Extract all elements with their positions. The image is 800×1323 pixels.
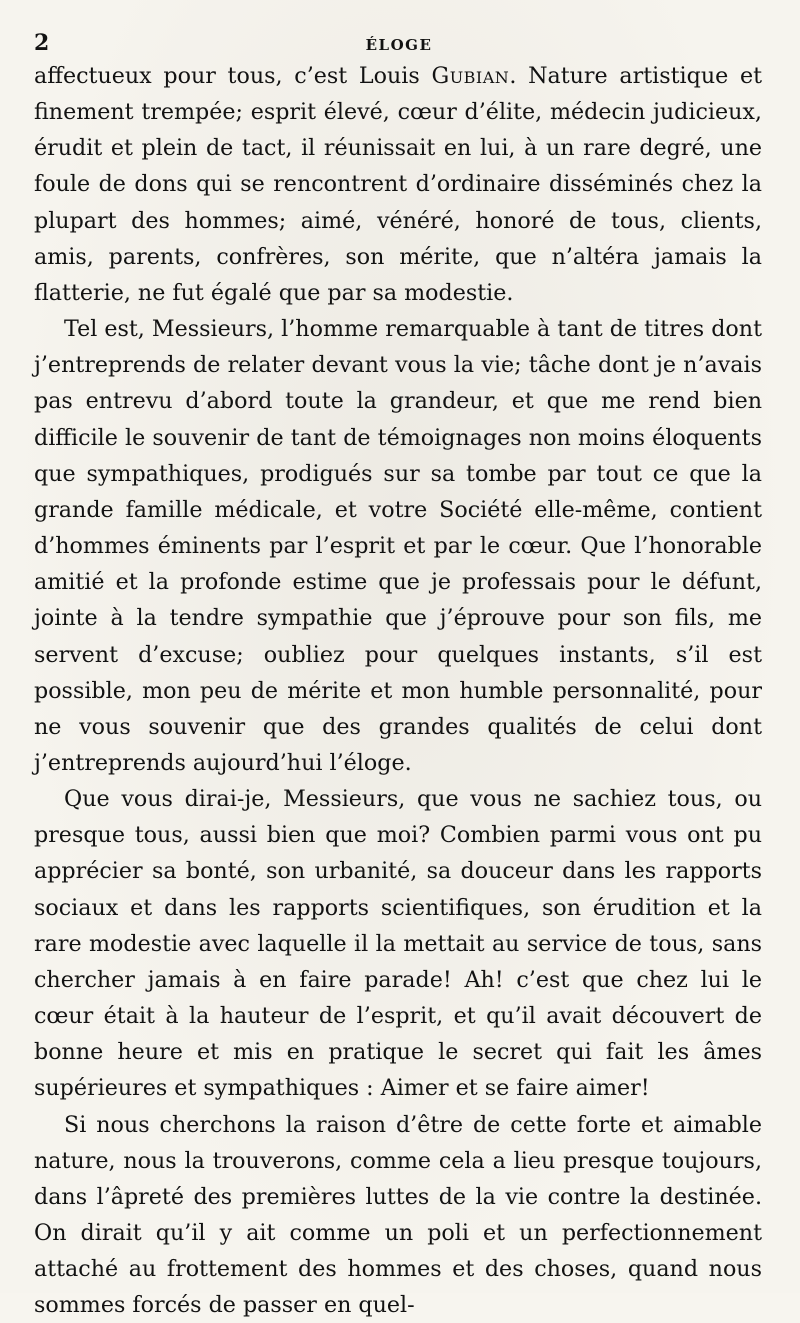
paragraph-1-text-after: . Nature artistique et finement trempée; esprit élevé, cœur d’élite, médecin judicieux, érudit et plein de tact, il réunissait en lui, à un rare degré, une foule de dons qui se rencontrent d’ordinaire disséminés chez la plupart des hommes; aimé, vénéré, honoré de tous, clients, amis, parents, confrères, son mérite, que n’altéra jamais la flatterie, ne fut égalé que par sa modestie.	[34, 63, 762, 306]
paragraph-1	[34, 58, 762, 311]
running-title: ÉLOGE	[365, 36, 433, 54]
page-number: 2	[34, 30, 50, 56]
paragraph-3: Que vous dirai-je, Messieurs, que vous ne sachiez tous, ou presque tous, aussi bien que moi? Combien parmi vous ont pu apprécier sa bonté, son urbanité, sa douceur dans les rapports sociaux et dans les rapports scientifiques, son érudition et la rare modestie avec laquelle il la mettait au service de tous, sans chercher jamais à en faire parade! Ah! c’est que chez lui le cœur était à la hauteur de l’esprit, et qu’il avait découvert de bonne heure et mis en pratique le secret qui fait les âmes supérieures et sympathiques : Aimer et se faire aimer!	[34, 786, 762, 1102]
body-text	[34, 58, 762, 1323]
paragraph-2: Tel est, Messieurs, l’homme remarquable à tant de titres dont j’entreprends de relater devant vous la vie; tâche dont je n’avais pas entrevu d’abord toute la grandeur, et que me rend bien difficile le souvenir de tant de témoignages non moins éloquents que sympathiques, prodigués sur sa tombe par tout ce que la grande famille médicale, et votre Société elle-même, contient d’hommes éminents par l’esprit et par le cœur. Que l’honorable amitié et la profonde estime que je professais pour le défunt, jointe à la tendre sympathie que j’éprouve pour son fils, me servent d’excuse; oubliez pour quelques instants, s’il est possible, mon peu de mérite et mon humble personnalité, pour ne vous souvenir que des grandes qualités de celui dont j’entreprends aujourd’hui l’éloge.	[34, 316, 762, 776]
paragraph-1-text-before: affectueux pour tous, c’est Louis	[34, 63, 432, 89]
surname: Gubian	[431, 63, 510, 89]
page-header	[34, 30, 764, 56]
paragraph-4: Si nous cherchons la raison d’être de cette forte et aimable nature, nous la trouverons, comme cela a lieu presque toujours, dans l’âpreté des premières luttes de la vie contre la destinée. On dirait qu’il y ait comme un poli et un perfectionnement attaché au frottement des hommes et des choses, quand nous sommes forcés de passer en quel-	[34, 1111, 762, 1319]
